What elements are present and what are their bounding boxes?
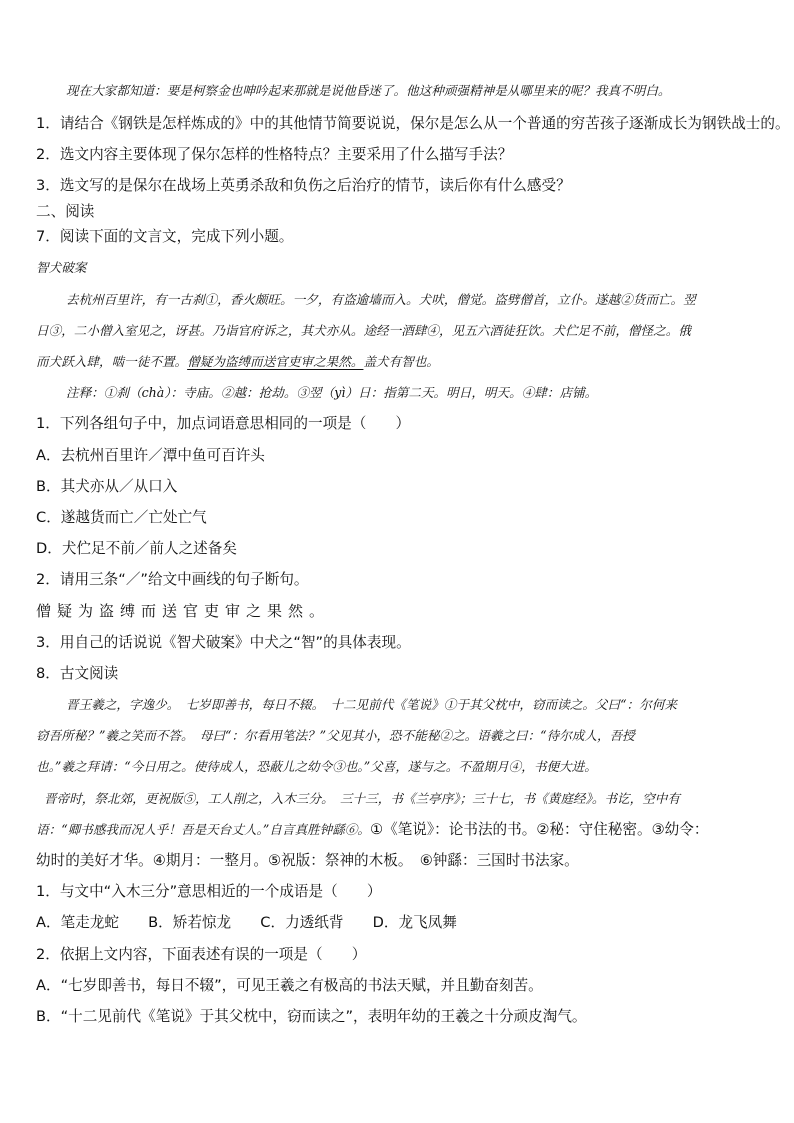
q7-passage-end: 盖犬有智也。: [363, 354, 439, 369]
q8-passage-line-5: [36, 821, 708, 839]
top-quote: 现在大家都知道：要是柯察金也呻吟起来那就是说他昏迷了。他这种顽强精神是从哪里来的呢？我真不明白。: [66, 83, 671, 98]
q7-heading: 7．阅读下面的文言文，完成下列小题。: [36, 228, 294, 245]
q8-passage-italic: 语：“卿书感我而况人乎！吾是天台丈人。”自言真胜钟繇⑥。: [36, 822, 371, 837]
q7-passage-line-2: 日③，二小僧入室见之，讶甚。乃诣官府诉之，其犬亦从。途经一酒肆④，见五六酒徒狂饮。犬伫足不前，僧怪之。俄: [36, 323, 691, 338]
q8-sub2: 2．依据上文内容，下面表述有误的一项是（ ）: [36, 946, 367, 963]
q8-notes-start: ①《笔说》：论书法的书。②秘：守住秘密。③幼令：: [370, 821, 709, 838]
q7-passage-line-3: [36, 353, 439, 371]
q7-sub2-sentence: 僧疑为盗缚而送官吏审之果然。: [36, 602, 331, 620]
q7-passage-title: 智犬破案: [36, 260, 87, 275]
q8-passage-line-2: 窃吾所秘？”羲之笑而不答。 母曰“：尔看用笔法？”父见其小，恐不能秘②之。语羲之曰：“待尔成人，吾授: [36, 728, 635, 743]
q7-sub3: 3．用自己的话说说《智犬破案》中犬之“智”的具体表现。: [36, 634, 411, 651]
q7-underlined-sentence: 僧疑为盗缚而送官吏审之果然。: [187, 354, 364, 369]
q8-sub2-option-b: B．“十二见前代《笔说》于其父枕中，窃而读之”，表明年幼的王羲之十分顽皮淘气。: [36, 1008, 587, 1025]
section-title: 二、阅读: [36, 203, 95, 220]
q8-sub1: 1．与文中“入木三分”意思相近的一个成语是（ ）: [36, 883, 382, 900]
q8-heading: 8．古文阅读: [36, 665, 119, 682]
q7-sub1-option-d: D．犬伫足不前／前人之述备矣: [36, 540, 237, 557]
q8-sub2-option-a: A．“七岁即善书，每日不辍”，可见王羲之有极高的书法天赋，并且勤奋刻苦。: [36, 977, 543, 994]
q8-passage-line-1: 晋王羲之，字逸少。 七岁即善书，每日不辍。 十二见前代《笔说》①于其父枕中，窃而读之。父曰“：尔何来: [66, 697, 677, 712]
q8-notes-continued: 幼时的美好才华。④期月：一整月。⑤祝版：祭神的木板。 ⑥钟繇：三国时书法家。: [36, 852, 579, 869]
q7-sub1: 1．下列各组句子中，加点词语意思相同的一项是（ ）: [36, 415, 411, 432]
q7-sub1-option-b: B．其犬亦从／从口入: [36, 478, 178, 495]
q8-sub1-options: A．笔走龙蛇 B．矫若惊龙 C．力透纸背 D．龙飞凤舞: [36, 914, 457, 931]
question-3: 3．选文写的是保尔在战场上英勇杀敌和负伤之后治疗的情节，读后你有什么感受？: [36, 177, 571, 194]
q7-passage-plain: 而犬跃入肆，啮一徒不置。: [36, 354, 188, 369]
question-2: 2．选文内容主要体现了保尔怎样的性格特点？主要采用了什么描写手法？: [36, 146, 513, 163]
q8-passage-line-3: 也。”羲之拜请：“今日用之。使待成人，恐蔽儿之幼令③也。”父喜，遂与之。不盈期月④，书便大进。: [36, 759, 597, 774]
q7-passage-line-1: 去杭州百里许，有一古刹①，香火颇旺。一夕，有盗逾墙而入。犬吠，僧觉。盗劈僧首，立仆。遂越②货而亡。翌: [66, 292, 696, 307]
q7-sub1-option-c: C．遂越货而亡／亡处亡气: [36, 509, 207, 526]
question-1: 1．请结合《钢铁是怎样炼成的》中的其他情节简要说说，保尔是怎么从一个普通的穷苦孩子逐渐成长为钢铁战士的。: [36, 115, 790, 132]
q7-sub2: 2．请用三条“／”给文中画线的句子断句。: [36, 571, 309, 588]
q7-sub1-option-a: A．去杭州百里许／潭中鱼可百许头: [36, 447, 265, 464]
q7-notes: 注释：①刹（chà）：寺庙。②越：抢劫。③翌（yì）日：指第二天。明日，明天。④肆：店铺。: [66, 385, 598, 400]
q8-passage-line-4: 晋帝时，祭北郊，更祝版⑤，工人削之，入木三分。 三十三，书《兰亭序》；三十七，书《黄庭经》。书讫，空中有: [44, 791, 680, 806]
